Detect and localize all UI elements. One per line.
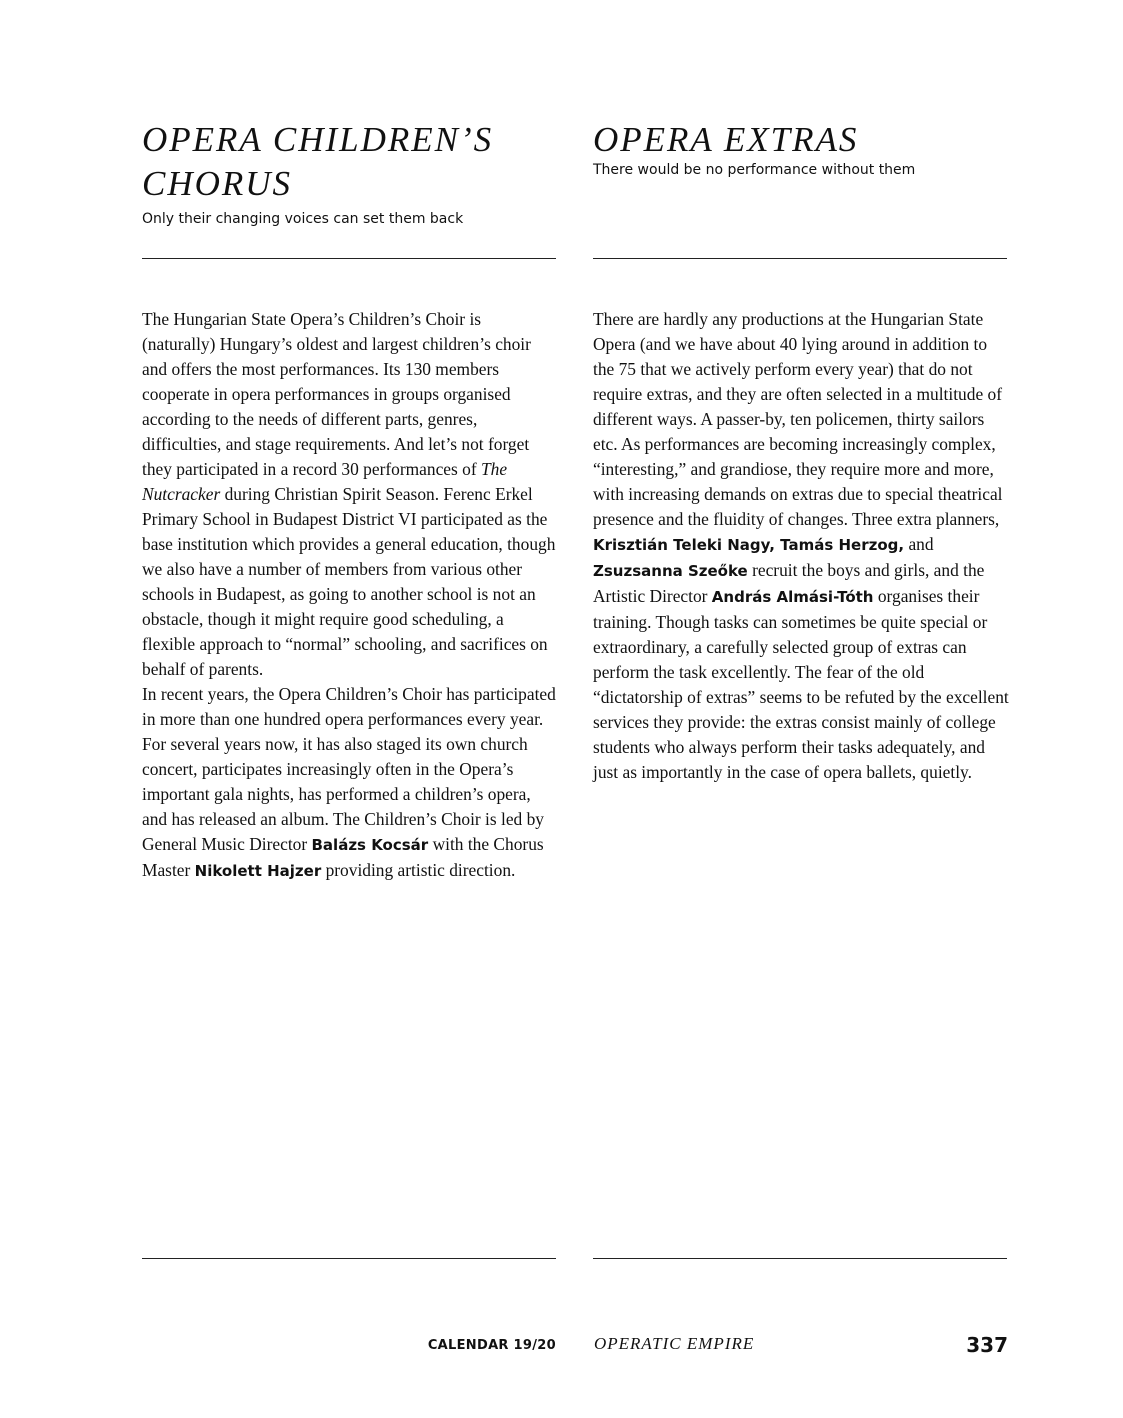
body-paragraph <box>142 307 556 682</box>
footer-section-title: OPERATIC EMPIRE <box>594 1334 755 1353</box>
top-divider <box>593 258 1007 259</box>
body-text-span: and <box>904 534 934 554</box>
body-text-span: providing artistic direction. <box>321 860 516 880</box>
footer-publication: CALENDAR 19/20 <box>427 1338 556 1353</box>
page-number: 337 <box>966 1333 1008 1357</box>
bottom-divider <box>593 1258 1007 1259</box>
section-heading-childrens-chorus: OPERA CHILDREN’S CHORUS <box>142 120 494 203</box>
work-title: The Nutcracker <box>142 459 508 504</box>
body-text-span: In recent years, the Opera Children’s Choir has participated in more than one hundred opera performances every year. For several years now, it has also staged its own church concert, participates increasingly often in the Opera’s important gala nights, has performed a children’s opera, and has released an album. The Children’s Choir is led by General Music Director <box>142 684 556 854</box>
person-name: András Almási-Tóth <box>711 588 874 606</box>
person-name: Balázs Kocsár <box>311 836 429 854</box>
article-body-childrens-chorus <box>142 307 556 884</box>
section-heading-opera-extras: OPERA EXTRAS <box>593 120 859 159</box>
body-text-span: The Hungarian State Opera’s Children’s Choir is (naturally) Hungary’s oldest and largest children’s choir and offers the most performances. Its 130 members cooperate in opera performances in groups organised according to the needs of different parts, genres, difficulties, and stage requirements. And let’s not forget they participated in a record 30 performances of <box>142 309 531 479</box>
body-text-span: during Christian Spirit Season. Ferenc Erkel Primary School in Budapest District VI participated as the base institution which provides a general education, though we also have a number of members from various other schools in Budapest, as going to another school is not an obstacle, though it might require good scheduling, a flexible approach to “normal” schooling, and sacrifices on behalf of parents. <box>142 484 556 679</box>
section-subtitle-childrens-chorus: Only their changing voices can set them back <box>142 211 464 227</box>
section-subtitle-opera-extras: There would be no performance without them <box>593 162 916 178</box>
body-text-span: There are hardly any productions at the Hungarian State Opera (and we have about 40 lying around in addition to the 75 that we actively perform every year) that do not require extras, and they are often selected in a multitude of different ways. A passer-by, ten policemen, thirty sailors etc. As performances are becoming increasingly complex, “interesting,” and grandiose, they require more and more, with increasing demands on extras due to special theatrical presence and the fluidity of changes. Three extra planners, <box>593 309 1003 529</box>
person-name: Zsuzsanna Szeőke <box>593 562 748 580</box>
article-body-opera-extras <box>593 307 1009 785</box>
body-paragraph <box>142 682 556 884</box>
body-text-span: organises their training. Though tasks can sometimes be quite special or extraordinary, a carefully selected group of extras can perform the task excellently. The fear of the old “dictatorship of extras” seems to be refuted by the excellent services they provide: the extras consist mainly of college students who always perform their tasks adequately, and just as importantly in the case of opera ballets, quietly. <box>593 586 1009 782</box>
top-divider <box>142 258 556 259</box>
body-paragraph <box>593 307 1009 785</box>
body-text-span: recruit the boys and girls, and the Artistic Director <box>593 560 985 606</box>
person-name: Krisztián Teleki Nagy, Tamás Herzog, <box>593 536 905 554</box>
person-name: Nikolett Hajzer <box>194 862 322 880</box>
bottom-divider <box>142 1258 556 1259</box>
body-text-span: with the Chorus Master <box>142 834 544 880</box>
